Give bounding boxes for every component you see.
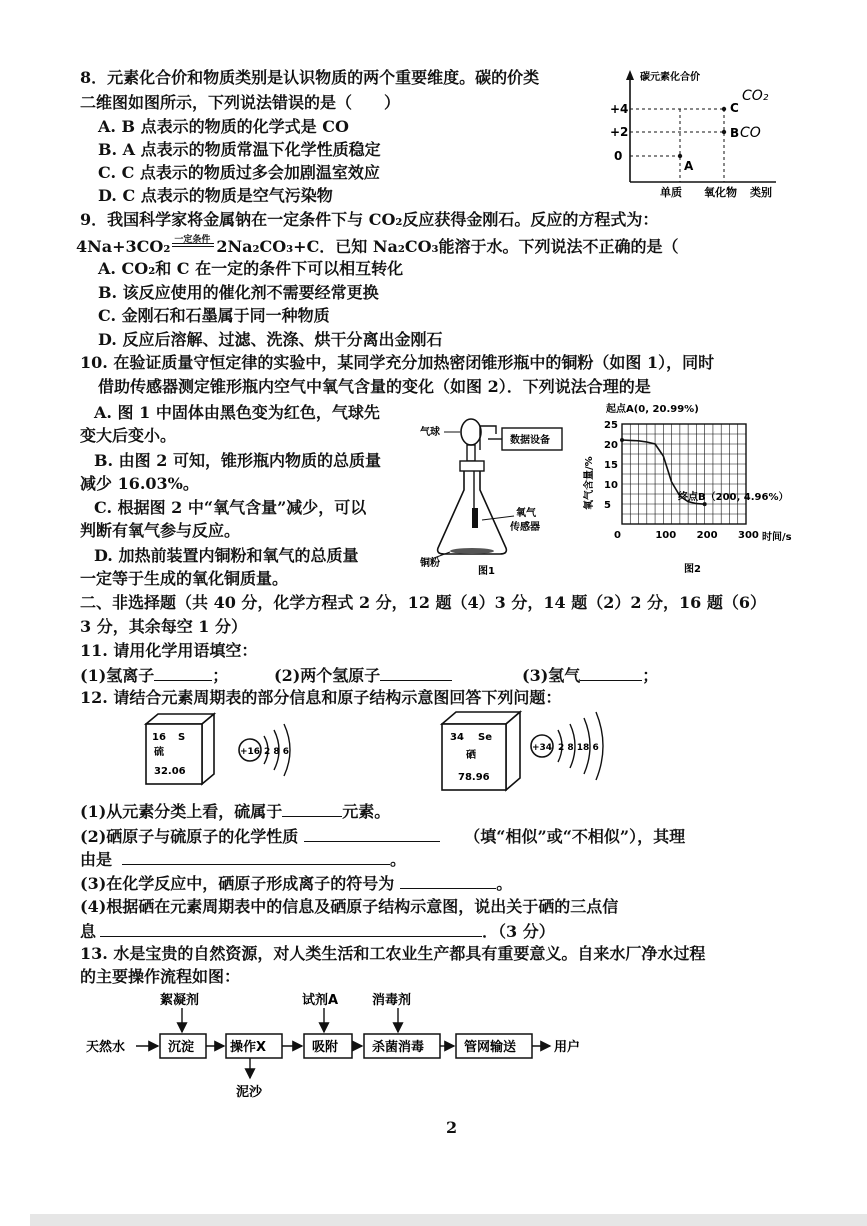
chart-ylabel: 碳元素化合价 — [640, 72, 700, 83]
q11-blank3[interactable] — [580, 664, 642, 681]
y-tick-label: 5 — [604, 500, 611, 511]
sulfur-name: 硫 — [154, 747, 164, 758]
sulfur-shells: 2 8 6 — [264, 747, 290, 757]
figure1-apparatus — [418, 408, 588, 578]
q12-part3: (3)在化学反应中，硒原子形成离子的符号为 。 — [80, 874, 513, 893]
selenium-symbol: Se — [478, 732, 492, 743]
figure2-oxygen-chart — [576, 402, 804, 580]
q12-part1: (1)从元素分类上看，硫属于 元素。 — [80, 802, 391, 821]
x-tick-label: 0 — [614, 530, 621, 541]
q13-stem-line2: 的主要操作流程如图： — [80, 967, 241, 986]
sulfur-atomic-number: 16 — [152, 732, 166, 743]
point-c-label: C — [730, 101, 739, 115]
selenium-shells: 2 8 18 6 — [558, 743, 599, 753]
y-tick-label: 25 — [604, 420, 618, 431]
svg-text:杀菌消毒: 杀菌消毒 — [372, 1040, 425, 1055]
carbon-valence-chart — [600, 66, 790, 200]
q9-option-a: A. CO₂和 C 在一定的条件下可以相互转化 — [98, 259, 404, 278]
q12-part2-reason: 由是 。 — [80, 850, 407, 869]
q10-option-b-line2: 减少 16.03%。 — [80, 474, 199, 493]
q8-option-d: D. C 点表示的物质是空气污染物 — [98, 186, 333, 205]
q10-option-a-line2: 变大后变小。 — [80, 426, 177, 445]
q8-option-a: A. B 点表示的物质的化学式是 CO — [98, 117, 349, 136]
q12-blank1[interactable] — [282, 800, 342, 817]
handwritten-co2: CO₂ — [742, 88, 769, 104]
x-tick-label: 200 — [696, 530, 718, 541]
svg-text:吸附: 吸附 — [312, 1040, 339, 1055]
xcat-element: 单质 — [660, 186, 682, 199]
q10-option-d-line1: D. 加热前装置内铜粉和氧气的总质量 — [94, 546, 359, 565]
xcat-oxide: 氧化物 — [704, 186, 737, 199]
q9-option-c: C. 金刚石和石墨属于同一种物质 — [98, 306, 330, 325]
q12-blank5[interactable] — [100, 920, 482, 937]
q10-option-d-line2: 一定等于生成的氧化铜质量。 — [80, 569, 289, 588]
q9-eq-condition — [170, 235, 216, 255]
q10-option-c-line1: C. 根据图 2 中“氧气含量”减少，可以 — [94, 498, 367, 517]
label-copper: 铜粉 — [420, 558, 440, 569]
flow-input-disinfectant: 消毒剂 — [372, 993, 412, 1008]
q10-option-a-line1: A. 图 1 中固体由黑色变为红色，气球先 — [94, 403, 380, 422]
stopper — [460, 461, 484, 471]
q12-blank3[interactable] — [122, 848, 390, 865]
q11-part2: (2)两个氢原子 — [274, 664, 452, 687]
x-tick-label: 100 — [655, 530, 677, 541]
chart-xlabel: 时间/s — [762, 532, 792, 543]
tick-zero: 0 — [614, 149, 623, 163]
q11-blank2[interactable] — [380, 664, 452, 681]
water-treatment-flow — [80, 990, 600, 1106]
chart-end-label: 终点B（200, 4.96%） — [678, 492, 789, 503]
section2-heading-line1: 二、非选择题（共 40 分，化学方程式 2 分，12 题（4）3 分，14 题（2）2 分，16 题（6） — [80, 593, 766, 612]
svg-text:+34: +34 — [532, 743, 553, 753]
copper-powder — [450, 548, 494, 554]
flow-input-reagent-a: 试剂A — [302, 993, 339, 1008]
selenium-atomic-number: 34 — [450, 732, 464, 743]
q11-stem: 11. 请用化学用语填空： — [80, 641, 258, 660]
q10-option-c-line2: 判断有氧气参与反应。 — [80, 521, 241, 540]
selenium-name: 硒 — [466, 750, 476, 761]
label-sensor1: 氧气 — [516, 508, 536, 519]
y-tick-label: 10 — [604, 480, 618, 491]
figure1-caption: 图1 — [478, 566, 495, 577]
y-tick-label: 20 — [604, 440, 618, 451]
q8-option-c: C. C 点表示的物质过多会加剧温室效应 — [98, 163, 380, 182]
x-tick-label: 300 — [738, 530, 759, 541]
figure2-caption: 图2 — [684, 564, 701, 575]
chart-grid — [620, 424, 746, 524]
q12-blank4[interactable] — [400, 872, 496, 889]
q9-equation — [76, 235, 679, 258]
handwritten-co: CO — [740, 125, 761, 141]
q8-stem-line1: 8．元素化合价和物质类别是认识物质的两个重要维度。碳的价类 — [80, 68, 540, 87]
label-balloon: 气球 — [420, 427, 440, 438]
q10-stem-line2: 借助传感器测定锥形瓶内空气中氧气含量的变化（如图 2）．下列说法合理的是 — [98, 377, 651, 396]
q11-part3: (3)氢气 ； — [522, 666, 659, 685]
q13-stem-line1: 13. 水是宝贵的自然资源，对人类生活和工农业生产都具有重要意义。自来水厂净水过程 — [80, 944, 706, 963]
svg-text:操作X: 操作X — [230, 1040, 267, 1055]
q12-stem: 12. 请结合元素周期表的部分信息和原子结构示意图回答下列问题： — [80, 688, 562, 707]
q12-part4-line2: 息 ．（3 分） — [80, 922, 555, 941]
tick-plus4: +4 — [610, 102, 629, 116]
q9-eq-right: 2Na₂CO₃+C．已知 Na₂CO₃能溶于水。下列说法不正确的是（ — [216, 237, 679, 256]
label-sensor2: 传感器 — [510, 522, 540, 533]
q11-part1: (1)氢离子 ； — [80, 666, 229, 685]
y-tick-label: 15 — [604, 460, 618, 471]
flow-end: 用户 — [554, 1040, 581, 1055]
chart-start-label: 起点A(0, 20.99%) — [606, 404, 699, 415]
tick-plus2: +2 — [610, 125, 629, 139]
flow-output-sediment: 泥沙 — [236, 1085, 263, 1100]
section2-heading-line2: 3 分，其余每空 1 分） — [80, 617, 247, 636]
oxygen-sensor — [472, 508, 478, 528]
sulfur-mass: 32.06 — [154, 766, 186, 777]
q11-blank1[interactable] — [154, 664, 212, 681]
q9-option-d: D. 反应后溶解、过滤、洗涤、烘干分离出金刚石 — [98, 330, 443, 349]
sulfur-symbol: S — [178, 732, 186, 743]
label-device: 数据设备 — [510, 435, 550, 446]
q12-part2: (2)硒原子与硫原子的化学性质 （填“相似”或“不相似”），其理 — [80, 827, 686, 846]
q12-part4-line1: (4)根据硒在元素周期表中的信息及硒原子结构示意图，说出关于硒的三点信 — [80, 897, 619, 916]
q9-eq-cond-top: 一定条件 — [174, 235, 211, 245]
q8-option-b: B. A 点表示的物质常温下化学性质稳定 — [98, 140, 381, 159]
q10-option-b-line1: B. 由图 2 可知，锥形瓶内物质的总质量 — [94, 451, 381, 470]
q12-blank2[interactable] — [304, 825, 440, 842]
q9-option-b: B. 该反应使用的催化剂不需要经常更换 — [98, 283, 379, 302]
chart-ylabel: 氧气含量/% — [584, 456, 595, 510]
flow-input-flocculant: 絮凝剂 — [160, 993, 200, 1008]
svg-text:沉淀: 沉淀 — [168, 1040, 195, 1055]
flow-source: 天然水 — [86, 1040, 126, 1055]
point-a-label: A — [684, 159, 694, 173]
q8-stem-line2: 二维图如图所示，下列说法错误的是（ ） — [80, 93, 401, 112]
selenium-info-figure — [436, 706, 646, 798]
point-b-label: B — [730, 126, 740, 140]
sulfur-info-figure — [140, 710, 320, 792]
svg-text:+16: +16 — [240, 747, 261, 757]
selenium-mass: 78.96 — [458, 772, 490, 783]
q10-stem-line1: 10. 在验证质量守恒定律的实验中，某同学充分加热密闭锥形瓶中的铜粉（如图 1），同时 — [80, 353, 715, 372]
page-number: 2 — [446, 1118, 458, 1137]
q9-eq-left: 4Na+3CO₂ — [76, 237, 171, 256]
chart-xlabel: 类别 — [750, 186, 772, 199]
q9-stem-line1: 9．我国科学家将金属钠在一定条件下与 CO₂反应获得金刚石。反应的方程式为： — [80, 210, 659, 229]
svg-text:管网输送: 管网输送 — [464, 1040, 517, 1055]
bottom-scan-border — [30, 1214, 867, 1226]
